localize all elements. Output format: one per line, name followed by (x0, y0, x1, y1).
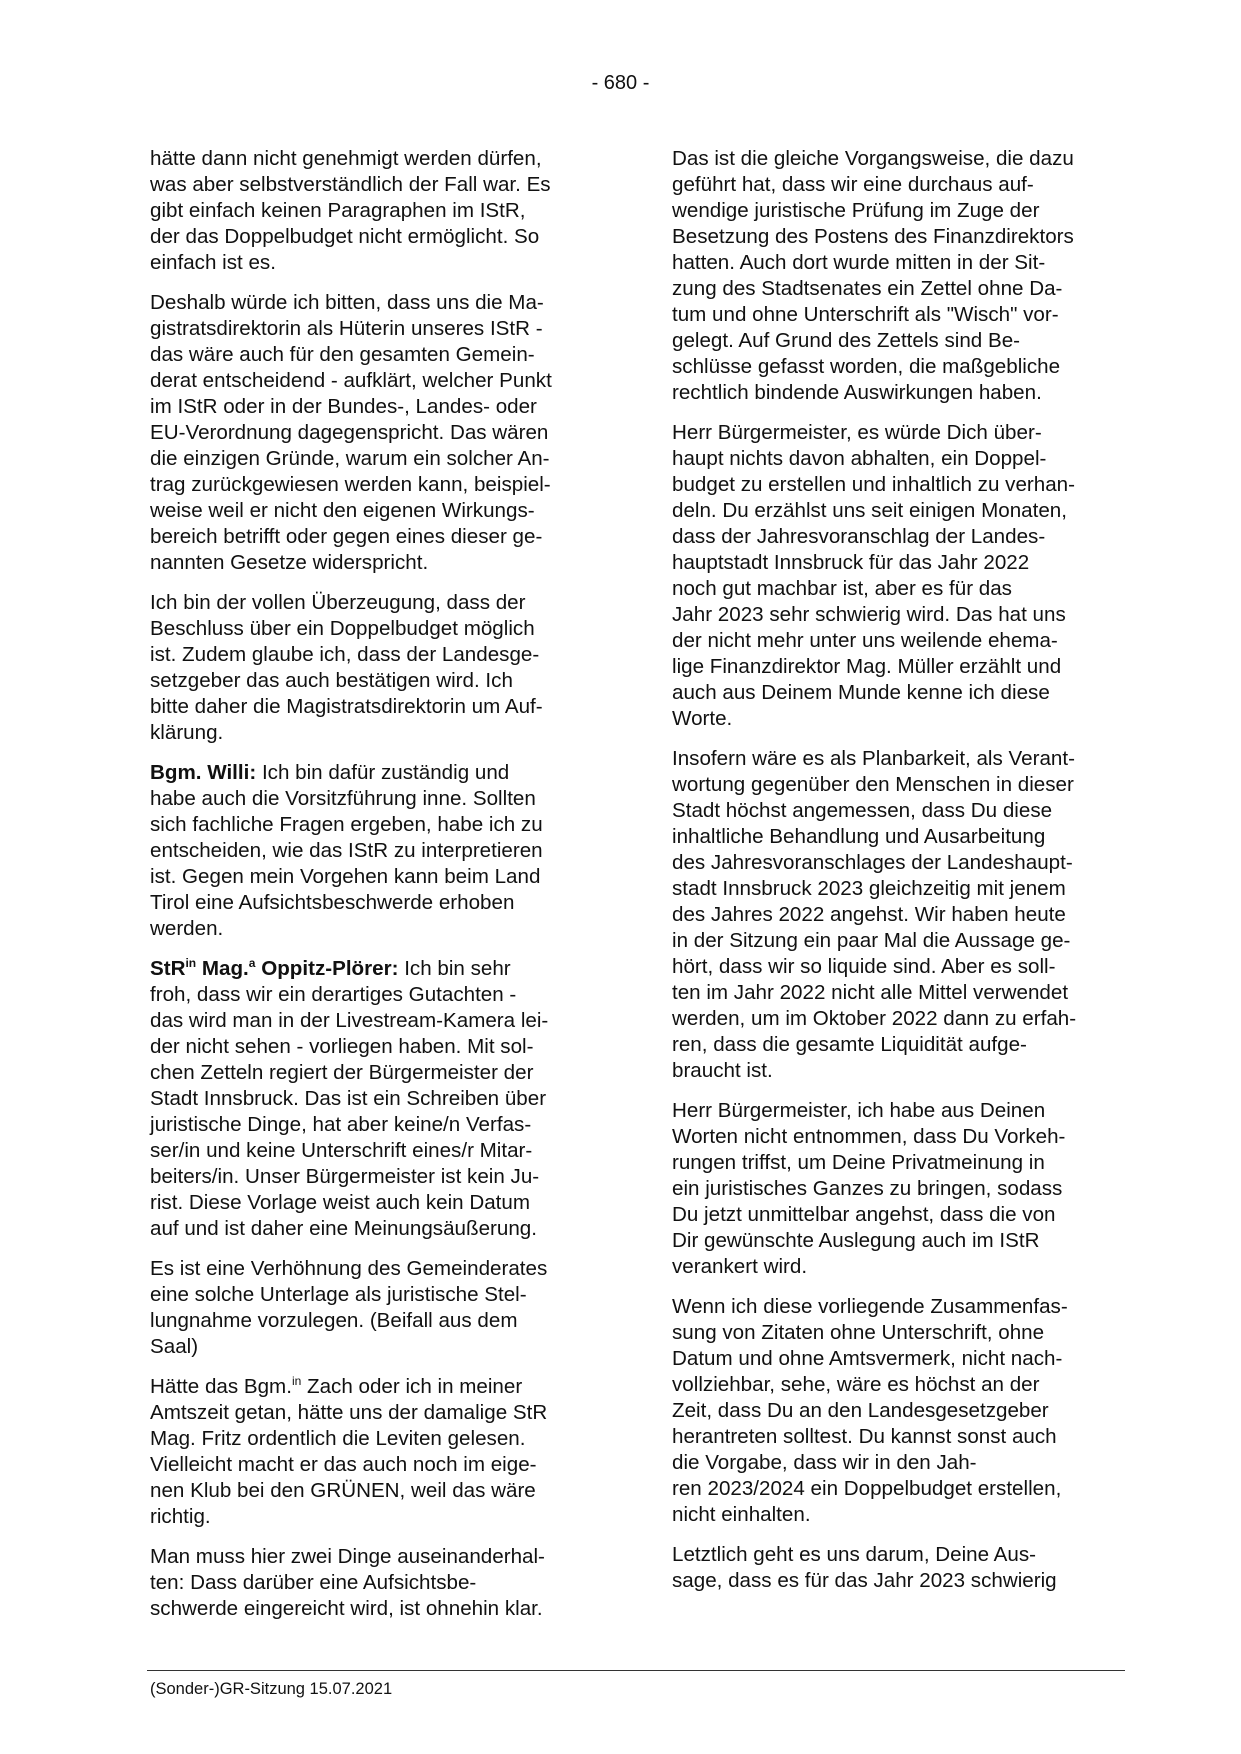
text-run: Zach oder ich in meiner Amtszeit getan, hätte uns der damalige StR Mag. Fritz ordentlich die Leviten gelesen. Vielleicht macht er das auch noch im eige- nen Klub bei den GRÜNEN, weil das wäre richtig. (150, 1375, 548, 1528)
speaker-title: StR (150, 957, 186, 980)
superscript: in (185, 956, 197, 971)
paragraph (150, 1374, 590, 1530)
speaker-paragraph (150, 760, 590, 942)
speech-text: Ich bin dafür zuständig und habe auch die Vorsitzführung inne. Sollten sich fachliche Fragen ergeben, habe ich zu entscheiden, wie das IStR zu interpretieren ist. Gegen mein Vorgehen kann beim Land Tirol eine Aufsichtsbeschwerde erhoben werden. (150, 761, 543, 940)
right-column (672, 146, 1112, 1608)
footer-divider (147, 1670, 1125, 1671)
superscript: in (291, 1374, 302, 1389)
paragraph: Insofern wäre es als Planbarkeit, als Verant- wortung gegenüber den Menschen in dieser Stadt höchst angemessen, dass Du diese inhaltliche Behandlung und Ausarbeitung des Jahresvoranschlages der Landeshaupt- stadt Innsbruck 2023 gleichzeitig mit jenem des Jahres 2022 angehst. Wir haben heute in der Sitzung ein paar Mal die Aussage ge- hört, dass wir so liquide sind. Aber es soll- ten im Jahr 2022 nicht alle Mittel verwendet werden, um im Oktober 2022 dann zu erfah- ren, dass die gesamte Liquidität aufge- braucht ist. (672, 747, 1077, 1082)
paragraph: Wenn ich diese vorliegende Zusammenfas- sung von Zitaten ohne Unterschrift, ohne Datum und ohne Amtsvermerk, nicht nach- vollziehbar, sehe, wäre es höchst an der Zeit, dass Du an den Landesgesetzgeber herantreten solltest. Du kannst sonst auch die Vorgabe, dass wir in den Jah- ren 2023/2024 ein Doppelbudget erstellen, nicht einhalten. (672, 1295, 1068, 1526)
speaker-name: Bgm. Willi: (150, 761, 257, 784)
paragraph: Herr Bürgermeister, ich habe aus Deinen Worten nicht entnommen, dass Du Vorkeh- rungen triffst, um Deine Privatmeinung in ein juristisches Ganzes zu bringen, sodass Du jetzt unmittelbar angehst, dass die von Dir gewünschte Auslegung auch im IStR verankert wird. (672, 1099, 1066, 1278)
speaker-name (150, 957, 398, 980)
left-column (150, 146, 590, 1636)
paragraph: Man muss hier zwei Dinge auseinanderhal- ten: Dass darüber eine Aufsichtsbe- schwerde eingereicht wird, ist ohnehin klar. (150, 1545, 545, 1620)
paragraph: Deshalb würde ich bitten, dass uns die Ma- gistratsdirektorin als Hüterin unseres IStR - das wäre auch für den gesamten Gemein- derat entscheidend - aufklärt, welcher Punkt im IStR oder in der Bundes-, Landes- oder EU-Verordnung dagegenspricht. Das wären die einzigen Gründe, warum ein solcher An- trag zurückgewiesen werden kann, beispiel- weise weil er nicht den eigenen Wirkungs- bereich betrifft oder gegen eines dieser ge- nannten Gesetze widerspricht. (150, 291, 552, 574)
speaker-surname: Oppitz-Plörer: (255, 957, 399, 980)
speaker-paragraph (150, 956, 590, 1242)
paragraph: Es ist eine Verhöhnung des Gemeinderates eine solche Unterlage als juristische Stel- lungnahme vorzulegen. (Beifall aus dem Saal) (150, 1257, 548, 1358)
paragraph: Ich bin der vollen Überzeugung, dass der Beschluss über ein Doppelbudget möglich ist. Zudem glaube ich, dass der Landesge- setzgeber das auch bestätigen wird. Ich bitte daher die Magistratsdirektorin um Auf- klärung. (150, 591, 543, 744)
footer-session-label: (Sonder-)GR-Sitzung 15.07.2021 (150, 1680, 393, 1698)
speech-text: Ich bin sehr froh, dass wir ein derartiges Gutachten - das wird man in der Livestream-Kamera lei- der nicht sehen - vorliegen haben. Mit sol- chen Zetteln regiert der Bürgermeister der Stadt Innsbruck. Das ist ein Schreiben über juristische Dinge, hat aber keine/n Verfas- ser/in und keine Unterschrift eines/r Mitar- beiters/in. Unser Bürgermeister ist kein Ju- rist. Diese Vorlage weist auch kein Datum auf und ist daher eine Meinungsäußerung. (150, 957, 549, 1240)
paragraph: Das ist die gleiche Vorgangsweise, die dazu geführt hat, dass wir eine durchaus auf- wendige juristische Prüfung im Zuge der Besetzung des Postens des Finanzdirektors hatten. Auch dort wurde mitten in der Sit- zung des Stadtsenates ein Zettel ohne Da- tum und ohne Unterschrift als "Wisch" vor- gelegt. Auf Grund des Zettels sind Be- schlüsse gefasst worden, die maßgebliche rechtlich bindende Auswirkungen haben. (672, 147, 1074, 404)
superscript: a (248, 956, 256, 971)
speaker-degree: Mag. (196, 957, 249, 980)
paragraph: hätte dann nicht genehmigt werden dürfen, was aber selbstverständlich der Fall war. Es gibt einfach keinen Paragraphen im IStR, der das Doppelbudget nicht ermöglicht. So einfach ist es. (150, 147, 551, 274)
page-number: - 680 - (591, 72, 650, 94)
text-run: Hätte das Bgm. (150, 1375, 292, 1398)
paragraph: Letztlich geht es uns darum, Deine Aus- sage, dass es für das Jahr 2023 schwierig (672, 1543, 1057, 1592)
paragraph: Herr Bürgermeister, es würde Dich über- haupt nichts davon abhalten, ein Doppel- budget zu erstellen und inhaltlich zu verhan- deln. Du erzählst uns seit einigen Monaten, dass der Jahresvoranschlag der Landes- hauptstadt Innsbruck für das Jahr 2022 noch gut machbar ist, aber es für das Jahr 2023 sehr schwierig wird. Das hat uns der nicht mehr unter uns weilende ehema- lige Finanzdirektor Mag. Müller erzählt und auch aus Deinem Munde kenne ich diese Worte. (672, 421, 1075, 730)
